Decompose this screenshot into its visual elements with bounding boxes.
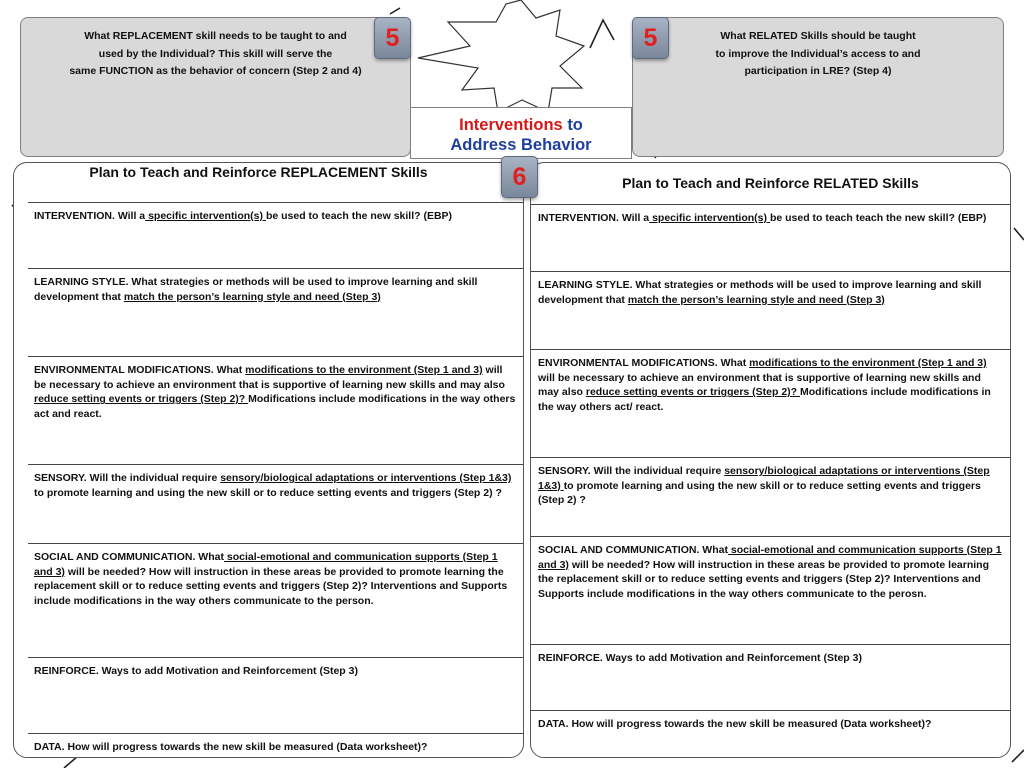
sensory-row[interactable]: [28, 464, 523, 543]
related-skills-panel: [530, 162, 1011, 758]
row-text: will be needed? How will instruction in these areas be provided to promote learning the replacement skill or to reduce setting events and triggers (Step 2)? Interventions and Supports include modifications in the way others communicate to the person.: [34, 565, 508, 608]
row-text: DATA. How will progress towards the new skill be measured (Data worksheet)?: [538, 718, 932, 730]
row-text: to promote learning and using the new skill or to reduce setting events and triggers (Step 2) ?: [34, 486, 502, 499]
row-text: SENSORY. Will the individual require: [538, 465, 725, 477]
replacement-skill-box: [20, 17, 411, 157]
related-skills-line: participation in LRE? (Step 4): [744, 65, 892, 77]
row-text: ENVIRONMENTAL MODIFICATIONS. What: [538, 357, 750, 369]
row-text: LEARNING STYLE. What strategies or methods will be used to improve learning and skill development that: [538, 279, 982, 306]
row-underlined-text: reduce setting events or triggers (Step 2)?: [585, 386, 801, 399]
row-text: Modifications include modifications in the way others act and react.: [34, 393, 516, 421]
sensory-row[interactable]: [531, 457, 1010, 536]
environmental-modifications-row[interactable]: [28, 356, 523, 464]
title-line-address-behavior: Address Behavior: [450, 136, 592, 154]
social-communication-row[interactable]: [28, 543, 523, 657]
step-badge: 5: [632, 17, 669, 59]
row-text: will be necessary to achieve an environment that is supportive of learning new skills and may also: [538, 371, 981, 399]
environmental-modifications-row[interactable]: [531, 349, 1010, 457]
row-underlined-text: modifications to the environment (Step 1 and 3): [245, 364, 483, 376]
row-text: be used to teach the new skill? (EBP): [265, 210, 453, 222]
row-text: SENSORY. Will the individual require: [34, 472, 221, 484]
panel-title: Plan to Teach and Reinforce REPLACEMENT Skills: [89, 164, 428, 180]
related-skills-line: What RELATED Skills should be taught: [720, 30, 916, 42]
row-text: INTERVENTION. Will a: [34, 210, 146, 222]
row-underlined-text: modifications to the environment (Step 1 and 3): [749, 357, 987, 369]
data-row[interactable]: [28, 733, 523, 758]
row-text: will be necessary to achieve an environment that is supportive of learning new skills and may also: [34, 364, 505, 391]
row-underlined-text: reduce setting events or triggers (Step 2)?: [34, 393, 249, 406]
related-skills-box: [632, 17, 1004, 157]
step-badge: 6: [501, 156, 538, 198]
data-row[interactable]: [531, 710, 1010, 758]
row-text: LEARNING STYLE. What strategies or methods will be used to improve learning and skill development that: [34, 276, 478, 303]
row-text: will be needed? How will instruction in these areas be provided to promote learning the replacement skill or to reduce setting events and triggers (Step 2)? Interventions and Supports include modifications in the way others communicate to the perosn.: [538, 558, 989, 601]
intervention-row[interactable]: [28, 202, 523, 268]
step-badge: 5: [374, 17, 411, 59]
row-text: be used to teach teach the new skill? (EBP): [769, 212, 987, 224]
row-underlined-text: match the person’s learning style and need (Step 3): [123, 290, 381, 303]
row-text: SOCIAL AND COMMUNICATION. What: [34, 551, 224, 563]
row-text: REINFORCE. Ways to add Motivation and Reinforcement (Step 3): [34, 665, 358, 677]
row-underlined-text: specific intervention(s): [649, 212, 770, 224]
row-text: Modifications include modifications in the way others act/ react.: [538, 386, 991, 414]
related-skills-line: to improve the Individual’s access to and: [715, 47, 921, 60]
reinforce-row[interactable]: [531, 644, 1010, 710]
row-underlined-text: specific intervention(s): [145, 210, 266, 222]
row-underlined-text: sensory/biological adaptations or interventions (Step 1&3): [538, 465, 990, 492]
panel-title: Plan to Teach and Reinforce RELATED Skills: [622, 175, 919, 191]
row-underlined-text: match the person’s learning style and need (Step 3): [627, 293, 885, 306]
row-text: DATA. How will progress towards the new skill be measured (Data worksheet)?: [34, 741, 428, 753]
reinforce-row[interactable]: [28, 657, 523, 733]
social-communication-row[interactable]: [531, 536, 1010, 644]
learning-style-row[interactable]: [28, 268, 523, 356]
title-word-interventions: Interventions: [459, 116, 563, 134]
row-text: INTERVENTION. Will a: [538, 212, 650, 224]
intervention-row[interactable]: [531, 204, 1010, 271]
learning-style-row[interactable]: [531, 271, 1010, 349]
row-underlined-text: social-emotional and communication supports (Step 1 and 3): [538, 544, 1002, 571]
center-title: [410, 107, 632, 159]
replacement-skills-panel: [13, 162, 524, 758]
replacement-skill-line: What REPLACEMENT skill needs to be taught to and: [84, 30, 347, 42]
row-underlined-text: social-emotional and communication supports (Step 1 and 3): [34, 551, 498, 578]
row-underlined-text: sensory/biological adaptations or interventions (Step 1&3): [220, 472, 512, 484]
row-text: SOCIAL AND COMMUNICATION. What: [538, 544, 728, 556]
replacement-skill-line: same FUNCTION as the behavior of concern (Step 2 and 4): [69, 65, 362, 77]
title-word-to: to: [567, 116, 583, 134]
replacement-skill-line: used by the Individual? This skill will serve the: [98, 47, 333, 60]
row-text: ENVIRONMENTAL MODIFICATIONS. What: [34, 364, 246, 376]
row-text: to promote learning and using the new skill or to reduce setting events and triggers (Step 2) ?: [538, 479, 981, 507]
row-text: REINFORCE. Ways to add Motivation and Reinforcement (Step 3): [538, 652, 862, 664]
